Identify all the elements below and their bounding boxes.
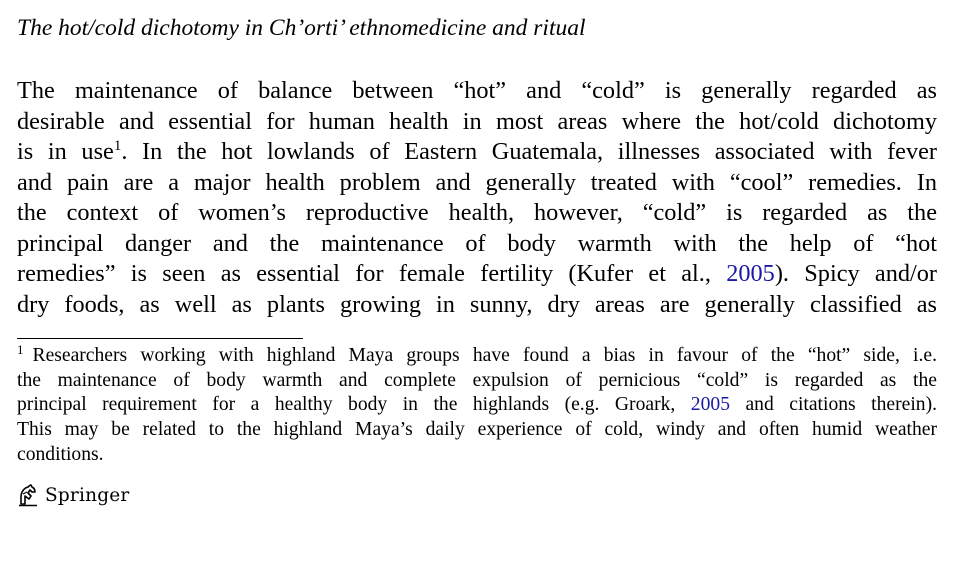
- footnote-line-2: the maintenance of body warmth and complete expulsion of pernicious “cold” is regarded as the: [17, 369, 937, 391]
- footnote-mark: 1: [17, 342, 24, 357]
- paragraph-line-3-end: . In the hot lowlands of Eastern Guatemala, illnesses associated with fever: [121, 138, 937, 165]
- publisher-logo-block: [17, 481, 129, 509]
- footnote-line-1: [17, 344, 937, 369]
- citation-link-kufer-2005[interactable]: 2005: [726, 260, 775, 287]
- paragraph-line-2: desirable and essential for human health in most areas where the hot/cold dichotomy: [17, 107, 937, 135]
- springer-horse-icon: [17, 483, 39, 507]
- paragraph-line-7: [17, 259, 937, 290]
- paragraph-line-3: [17, 137, 937, 168]
- paragraph-line-3-start: is in use: [17, 138, 114, 165]
- paragraph-line-5: the context of women’s reproductive health, however, “cold” is regarded as the: [17, 199, 937, 226]
- paragraph-line-6: principal danger and the maintenance of body warmth with the help of “hot: [17, 229, 937, 257]
- footnote-line-5: conditions.: [17, 443, 104, 465]
- footnote-line-4: This may be related to the highland Maya’s daily experience of cold, windy and often humid weather: [17, 419, 937, 441]
- paragraph-line-1: The maintenance of balance between “hot” and “cold” is generally regarded as: [17, 77, 937, 104]
- citation-link-groark-2005[interactable]: 2005: [690, 394, 730, 416]
- footnote-block: [17, 344, 937, 467]
- footnote-reference[interactable]: 1: [113, 138, 122, 154]
- section-heading: The hot/cold dichotomy in Ch’orti’ ethnomedicine and ritual: [17, 15, 586, 41]
- body-paragraph: [17, 76, 937, 320]
- footnote-line-3-end: and citations therein).: [729, 394, 937, 416]
- paragraph-line-4: and pain are a major health problem and generally treated with “cool” remedies. In: [17, 168, 937, 196]
- footnote-line-3-start: principal requirement for a healthy body in the highlands (e.g. Groark,: [17, 394, 691, 416]
- footnote-line-1-text: Researchers working with highland Maya groups have found a bias in favour of the “hot” side, i.e.: [32, 345, 937, 366]
- publisher-name: Springer: [45, 484, 130, 506]
- paragraph-line-7-start: remedies” is seen as essential for female fertility (Kufer et al.,: [17, 260, 727, 287]
- paragraph-line-8: dry foods, as well as plants growing in sunny, dry areas are generally classified as: [17, 290, 937, 318]
- footnote-line-3: [17, 393, 937, 418]
- footnote-divider: [17, 338, 303, 339]
- paragraph-line-7-end: ). Spicy and/or: [774, 260, 937, 287]
